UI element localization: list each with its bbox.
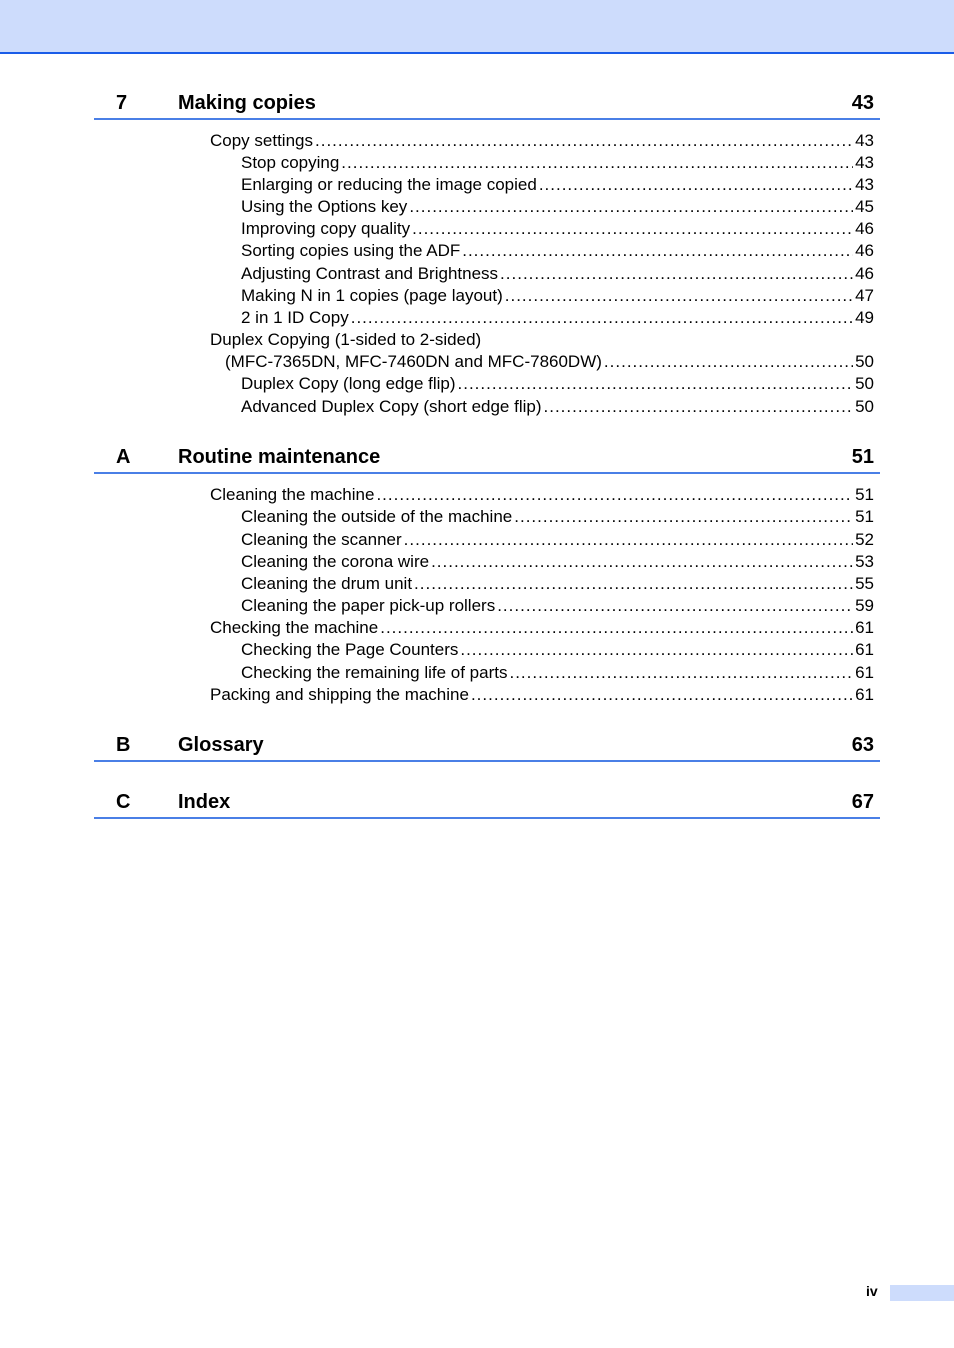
toc-entry-checking-machine[interactable] bbox=[210, 617, 874, 639]
toc-entry-text: 2 in 1 ID Copy bbox=[241, 308, 349, 327]
toc-entry-n-in-1[interactable] bbox=[241, 285, 874, 307]
toc-entry-text: Duplex Copying (1-sided to 2-sided) bbox=[210, 330, 482, 349]
dot-leader bbox=[341, 152, 853, 174]
chapter-title: Glossary bbox=[178, 734, 264, 756]
dot-leader bbox=[460, 639, 853, 661]
toc-entry-remaining-life[interactable] bbox=[241, 662, 874, 684]
chapter-title: Routine maintenance bbox=[178, 446, 381, 468]
toc-entry-text: Sorting copies using the ADF bbox=[241, 241, 461, 260]
toc-entry-copy-quality[interactable] bbox=[241, 218, 874, 240]
toc-entry-page: 50 bbox=[855, 374, 874, 393]
toc-entry-text: Checking the Page Counters bbox=[241, 640, 459, 659]
dot-leader bbox=[412, 218, 853, 240]
toc-entry-cleaning-scanner[interactable] bbox=[241, 529, 874, 551]
toc-entry-page: 49 bbox=[855, 308, 874, 327]
toc-entry-page-counters[interactable] bbox=[241, 639, 874, 661]
dot-leader bbox=[544, 396, 854, 418]
dot-leader bbox=[539, 174, 853, 196]
chapter-number: C bbox=[116, 791, 131, 813]
toc-entry-text: Cleaning the drum unit bbox=[241, 574, 413, 593]
toc-entry-page: 46 bbox=[855, 241, 874, 260]
chapter-7-heading[interactable] bbox=[94, 90, 880, 120]
dot-leader bbox=[414, 573, 853, 595]
toc-entry-text: Duplex Copy (long edge flip) bbox=[241, 374, 456, 393]
toc-entry-page: 43 bbox=[855, 153, 874, 172]
toc-entry-copy-settings[interactable] bbox=[210, 130, 874, 152]
toc-entry-duplex-models[interactable] bbox=[225, 351, 874, 373]
toc-entry-stop-copying[interactable] bbox=[241, 152, 874, 174]
toc-entry-text: Cleaning the scanner bbox=[241, 530, 402, 549]
chapter-number: 7 bbox=[116, 92, 128, 114]
toc-entry-cleaning-corona[interactable] bbox=[241, 551, 874, 573]
dot-leader bbox=[471, 684, 853, 706]
chapter-number: A bbox=[116, 446, 131, 468]
toc-entry-text: Stop copying bbox=[241, 153, 340, 172]
chapter-number: B bbox=[116, 734, 131, 756]
toc-entry-contrast-brightness[interactable] bbox=[241, 263, 874, 285]
toc-entry-page: 61 bbox=[855, 663, 874, 682]
toc-entry-page: 55 bbox=[855, 574, 874, 593]
dot-leader bbox=[514, 506, 853, 528]
chapter-page: 63 bbox=[851, 734, 874, 756]
toc-entry-page: 51 bbox=[855, 485, 874, 504]
toc-entry-page: 47 bbox=[855, 286, 874, 305]
toc-entry-page: 50 bbox=[855, 397, 874, 416]
toc-entry-cleaning-machine[interactable] bbox=[210, 484, 874, 506]
toc-entry-cleaning-rollers[interactable] bbox=[241, 595, 874, 617]
toc-entry-text: Packing and shipping the machine bbox=[210, 685, 469, 704]
dot-leader bbox=[351, 307, 853, 329]
toc-entry-text: Cleaning the outside of the machine bbox=[241, 507, 513, 526]
toc-entry-text: Checking the machine bbox=[210, 618, 379, 637]
toc-entry-page: 53 bbox=[855, 552, 874, 571]
dot-leader bbox=[509, 662, 853, 684]
footer-page-number: iv bbox=[866, 1283, 878, 1299]
toc-entry-page: 43 bbox=[855, 175, 874, 194]
toc-entry-page: 59 bbox=[855, 596, 874, 615]
toc-entry-duplex-long-edge[interactable] bbox=[241, 373, 874, 395]
toc-entry-page: 46 bbox=[855, 219, 874, 238]
toc-entry-text: Cleaning the corona wire bbox=[241, 552, 430, 571]
toc-entry-duplex-short-edge[interactable] bbox=[241, 396, 874, 418]
dot-leader bbox=[497, 595, 853, 617]
toc-entry-text: Cleaning the machine bbox=[210, 485, 375, 504]
toc-entry-text: Enlarging or reducing the image copied bbox=[241, 175, 537, 194]
header-band bbox=[0, 0, 954, 54]
toc-entry-text: Checking the remaining life of parts bbox=[241, 663, 508, 682]
toc-entry-text: Improving copy quality bbox=[241, 219, 411, 238]
chapter-title: Making copies bbox=[178, 92, 316, 114]
toc-entry-text: Making N in 1 copies (page layout) bbox=[241, 286, 503, 305]
dot-leader bbox=[376, 484, 853, 506]
dot-leader bbox=[431, 551, 853, 573]
dot-leader bbox=[500, 263, 853, 285]
chapter-title: Index bbox=[178, 791, 231, 813]
toc-entry-duplex-copying[interactable] bbox=[210, 329, 874, 351]
toc-entry-packing-shipping[interactable] bbox=[210, 684, 874, 706]
chapter-page: 67 bbox=[851, 791, 874, 813]
chapter-page: 43 bbox=[851, 92, 874, 114]
toc-entry-text: Advanced Duplex Copy (short edge flip) bbox=[241, 397, 542, 416]
dot-leader bbox=[505, 285, 853, 307]
toc-entry-cleaning-outside[interactable] bbox=[241, 506, 874, 528]
dot-leader bbox=[380, 617, 853, 639]
dot-leader bbox=[604, 351, 853, 373]
dot-leader bbox=[409, 196, 853, 218]
toc-entry-page: 51 bbox=[855, 507, 874, 526]
dot-leader bbox=[462, 240, 853, 262]
toc-entry-page: 52 bbox=[855, 530, 874, 549]
dot-leader bbox=[315, 130, 853, 152]
chapter-c-heading[interactable] bbox=[94, 789, 880, 819]
toc-entry-text: Cleaning the paper pick-up rollers bbox=[241, 596, 496, 615]
toc-entry-enlarging-reducing[interactable] bbox=[241, 174, 874, 196]
toc-entry-text: Copy settings bbox=[210, 131, 313, 150]
toc-entry-page: 45 bbox=[855, 197, 874, 216]
toc-entry-page: 61 bbox=[855, 640, 874, 659]
chapter-a-heading[interactable] bbox=[94, 444, 880, 474]
toc-entry-sorting-adf[interactable] bbox=[241, 240, 874, 262]
toc-entry-text: Adjusting Contrast and Brightness bbox=[241, 264, 499, 283]
dot-leader bbox=[404, 529, 853, 551]
toc-entry-page: 43 bbox=[855, 131, 874, 150]
toc-entry-page: 46 bbox=[855, 264, 874, 283]
toc-entry-text: (MFC-7365DN, MFC-7460DN and MFC-7860DW) bbox=[225, 352, 602, 371]
toc-entry-options-key[interactable] bbox=[241, 196, 874, 218]
chapter-page: 51 bbox=[851, 446, 874, 468]
toc-entry-page: 50 bbox=[855, 352, 874, 371]
dot-leader bbox=[458, 373, 854, 395]
toc-entry-page: 61 bbox=[855, 685, 874, 704]
toc-entry-text: Using the Options key bbox=[241, 197, 408, 216]
toc-entry-page: 61 bbox=[855, 618, 874, 637]
chapter-b-heading[interactable] bbox=[94, 732, 880, 762]
toc-entry-cleaning-drum[interactable] bbox=[241, 573, 874, 595]
footer-band bbox=[890, 1285, 954, 1301]
toc-entry-id-copy[interactable] bbox=[241, 307, 874, 329]
